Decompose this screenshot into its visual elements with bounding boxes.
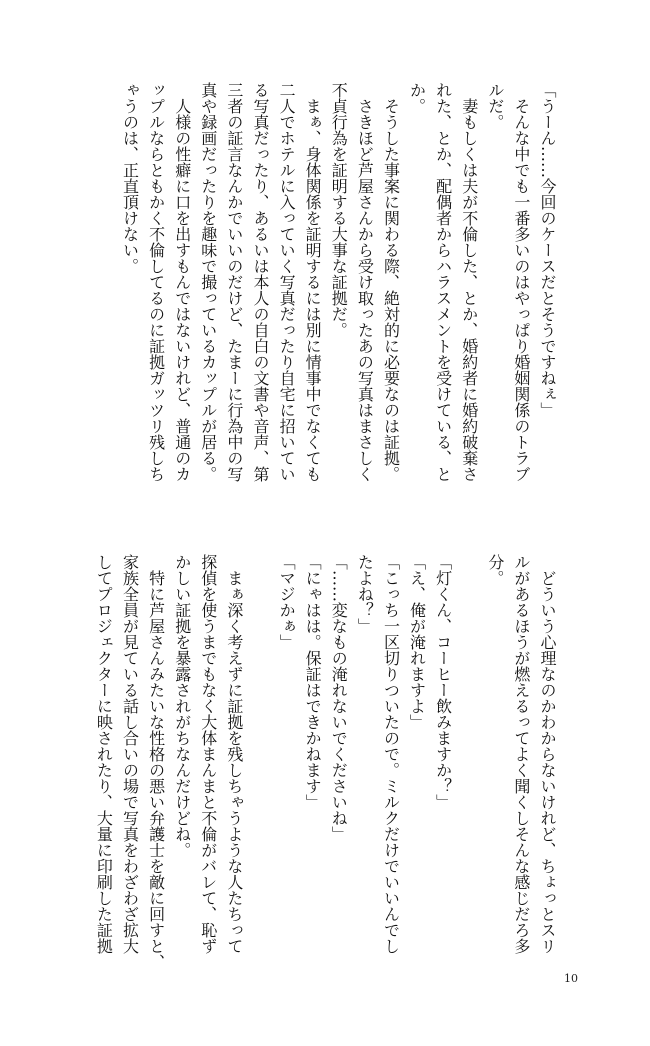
text-line: ップルならともかく不倫してるのに証拠ガッツリ残しち [146, 82, 166, 482]
text-line: そうした事案に関わる際、絶対的に必要なのは証拠。 [381, 82, 401, 482]
text-line: ルがあるほうが燃えるってよく聞くしそんな感じだろ多 [511, 554, 531, 954]
text-line: 人様の性癖に口を出すもんではないけれど、普通のカ [172, 82, 192, 482]
text-line: かしい証拠を暴露されがちなんだけどね。 [172, 554, 192, 858]
text-line: どういう心理なのかわからないけれど、ちょっとスリ [538, 554, 557, 954]
text-line: る写真だったり、あるいは本人の自白の文書や音声、第 [250, 82, 270, 482]
text-line: 分。 [485, 554, 505, 586]
text-block-top [110, 82, 560, 522]
text-line: 二人でホテルに入っていく写真だったり自宅に招いてい [277, 82, 297, 482]
text-line: 「……変なもの淹れないでくださいね」 [329, 554, 349, 842]
text-line: そんな中でも一番多いのはやっぱり婚姻関係のトラブ [511, 82, 531, 482]
text-line: 家族全員が見ている話し合いの場で写真をわざわざ拡大 [120, 554, 140, 954]
text-line: 三者の証言なんかでいいのだけど、たまーに行為中の写 [224, 82, 244, 482]
text-line: 不貞行為を証明する大事な証拠だ。 [329, 82, 349, 338]
text-line: 「灯くん、コーヒー飲みますか？」 [433, 554, 453, 810]
text-line: さきほど芦屋さんから受け取ったあの写真はまさしく [355, 82, 375, 482]
text-block-bottom [94, 554, 560, 970]
text-line: 「うーん……今回のケースだとそうですねぇ」 [538, 82, 557, 418]
text-line: してプロジェクターに映されたり、大量に印刷した証拠 [94, 554, 114, 954]
text-line: たよね？」 [355, 554, 375, 634]
text-line: 真や録画だったりを趣味で撮っているカップルが居る。 [198, 82, 218, 482]
text-line: ルだ。 [485, 82, 505, 130]
text-line: 「こっち一区切りついたので。ミルクだけでいいんでし [381, 554, 401, 954]
text-line: 探偵を使うまでもなく大体まんまと不倫がバレて、恥ず [198, 554, 218, 954]
text-line: ゃうのは、正直頂けない。 [120, 82, 140, 274]
text-line [456, 554, 482, 954]
text-line: 「マジかぁ」 [277, 554, 297, 650]
text-line: か。 [407, 82, 427, 114]
text-line: まぁ深く考えずに証拠を残しちゃうような人たちって [224, 554, 244, 954]
text-line: 特に芦屋さんみたいな性格の悪い弁護士を敵に回すと、 [146, 554, 166, 970]
text-line: れた、とか、配偶者からハラスメントを受けている、と [433, 82, 453, 482]
page-number: 10 [564, 972, 578, 985]
text-line: まぁ、身体関係を証明するには別に情事中でなくても [303, 82, 323, 482]
text-line [247, 554, 273, 954]
text-line: 妻もしくは夫が不倫した、とか、婚約者に婚約破棄さ [459, 82, 479, 482]
text-line: 「にゃはは。保証はできかねます」 [303, 554, 323, 810]
text-line: 「え、俺が淹れますよ」 [407, 554, 427, 730]
